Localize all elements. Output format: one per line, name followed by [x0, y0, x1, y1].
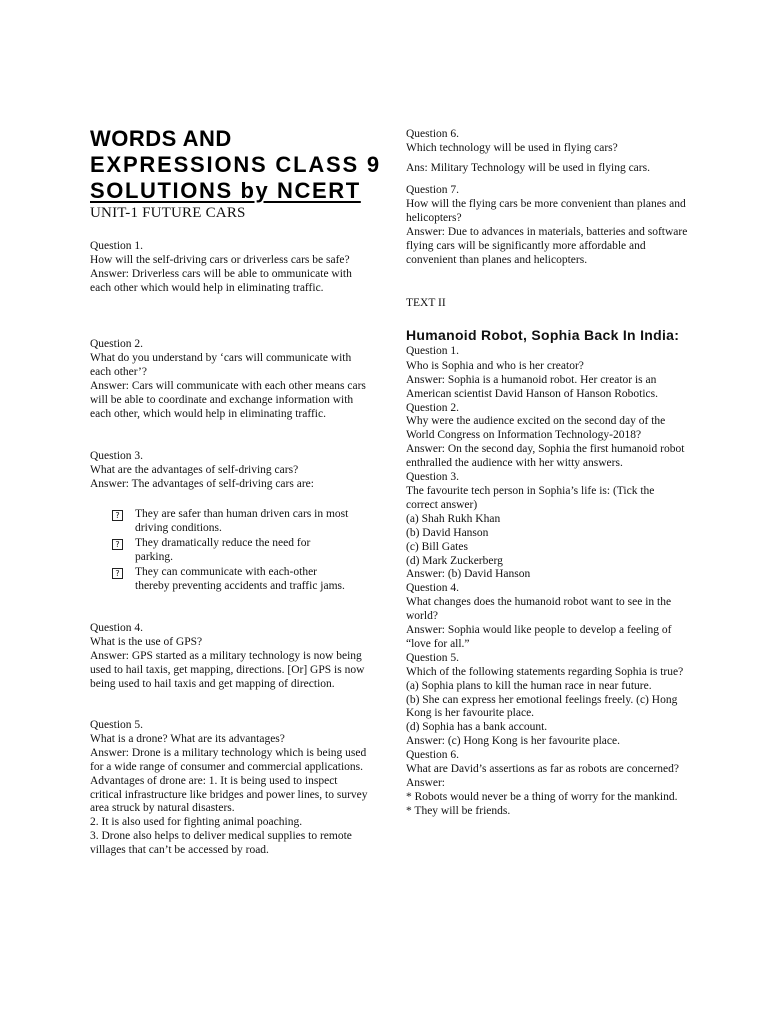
text-line: (a) Sophia plans to kill the human race in near future. [406, 679, 652, 692]
section-heading-line [406, 327, 688, 359]
text-line: Question 2. [406, 401, 460, 414]
question-label: Question 4. [90, 622, 144, 634]
question-5-block [90, 719, 372, 858]
text-line: Which of the following statements regarding Sophia is true? [406, 665, 684, 678]
text-line: Who is Sophia and who is her creator? [406, 359, 584, 372]
question-1-block [90, 240, 372, 296]
question-text: What are the advantages of self-driving cars? [90, 463, 299, 476]
text-line: (b) David Hanson [406, 526, 489, 539]
list-item-text: They dramatically reduce the need for parking. [135, 536, 311, 563]
question-3-block [90, 450, 372, 492]
question-text: How will the flying cars be more convenient than planes and helicopters? [406, 197, 686, 224]
unit-heading: UNIT-1 FUTURE CARS [90, 205, 246, 221]
title-line-3: SOLUTIONS by NCERT [90, 178, 361, 203]
text-line: Answer: (b) David Hanson [406, 568, 531, 581]
list-item-text: They are safer than human driven cars in most driving conditions. [135, 508, 349, 534]
text-line: Why were the audience excited on the second day of the World Congress on Information Technology-2018? [406, 415, 666, 442]
answer-text: Answer: Cars will communicate with each other means cars will be able to coordinate and exchange information with each other, which would help in eliminating traffic. [90, 379, 366, 420]
title-line-1: WORDS AND [90, 126, 232, 151]
text-line: * They will be friends. [406, 804, 511, 817]
answer-text: Answer: Due to advances in materials, batteries and software flying cars will be significantly more affordable and convenient than planes and helicopters. [406, 225, 688, 266]
question-text: How will the self-driving cars or driverless cars be safe? [90, 253, 350, 266]
text-line: (c) Bill Gates [406, 540, 468, 553]
answer-text: 3. Drone also helps to deliver medical supplies to remote villages that can’t be accessed by road. [90, 830, 352, 857]
title-line-2: EXPRESSIONS CLASS 9 [90, 152, 381, 177]
missing-glyph-icon: ? [112, 510, 123, 521]
question-label: Question 7. [406, 184, 460, 196]
text-line: (d) Mark Zuckerberg [406, 554, 503, 567]
answer-text: Ans: Military Technology will be used in flying cars. [406, 161, 650, 174]
text-line: Answer: (c) Hong Kong is her favourite place. [406, 735, 620, 748]
answer-text: 2. It is also used for fighting animal poaching. [90, 816, 303, 829]
text-line: Question 5. [406, 651, 460, 664]
question-label: Question 5. [90, 719, 144, 731]
section-heading: Humanoid Robot, Sophia Back In India: [406, 327, 680, 343]
question-label: Question 6. [406, 128, 460, 140]
question-text: What do you understand by ‘cars will communicate with each other’? [90, 351, 352, 378]
text-line: Answer: On the second day, Sophia the first humanoid robot enthralled the audience with her witty answers. [406, 443, 685, 470]
text-line: (a) Shah Rukh Khan [406, 512, 501, 525]
question-label: Question 2. [90, 338, 144, 350]
text-2-label: TEXT II [406, 297, 446, 309]
text-line: What changes does the humanoid robot want to see in the world? [406, 596, 672, 623]
list-item [110, 566, 350, 594]
question-label: Question 1. [406, 344, 460, 357]
answer-text: Answer: Driverless cars will be able to ommunicate with each other which would help in eliminating traffic. [90, 267, 352, 294]
answer-text: Answer: Drone is a military technology which is being used for a wide range of consumer and commercial applications. Advantages of drone are: 1. It is being used to inspect critical infrastructure like bridges and power lines, to survey area struck by natural disasters. [90, 746, 368, 815]
text-line: (b) She can express her emotional feelings freely. (c) Hong Kong is her favourite place. [406, 693, 678, 720]
missing-glyph-icon: ? [112, 568, 123, 579]
list-item-text: They can communicate with each-other thereby preventing accidents and traffic jams. [135, 565, 345, 592]
missing-glyph-icon: ? [112, 539, 123, 550]
question-2-block [90, 338, 372, 421]
text-2-section [406, 327, 688, 819]
text-2-lines [406, 360, 688, 819]
question-7-block [406, 184, 688, 267]
section-label [406, 297, 688, 311]
page-title [90, 126, 390, 204]
text-line: What are David’s assertions as far as robots are concerned? [406, 763, 680, 776]
question-text: Which technology will be used in flying cars? [406, 141, 618, 154]
list-item [110, 508, 350, 536]
text-line: Question 4. [406, 582, 460, 595]
text-line: Question 3. [406, 471, 460, 484]
text-line: The favourite tech person in Sophia’s life is: (Tick the correct answer) [406, 484, 655, 511]
text-line: Answer: [406, 777, 445, 789]
answer-text: Answer: The advantages of self-driving cars are: [90, 477, 314, 490]
question-4-block [90, 622, 372, 692]
question-label: Question 3. [90, 450, 144, 462]
text-line: Answer: Sophia is a humanoid robot. Her creator is an American scientist David Hanson of Hanson Robotics. [406, 373, 658, 400]
answer-text: Answer: GPS started as a military technology is now being used to hail taxis, get mapping, directions. [Or] GPS is now being used to hail taxis and get mapping of direction. [90, 649, 365, 690]
question-text: What is the use of GPS? [90, 635, 203, 648]
question-text: What is a drone? What are its advantages? [90, 732, 285, 745]
text-line: (d) Sophia has a bank account. [406, 721, 548, 734]
text-line: Question 6. [406, 749, 460, 762]
text-line: * Robots would never be a thing of worry for the mankind. [406, 790, 678, 803]
question-label: Question 1. [90, 240, 144, 252]
question-6-block [406, 128, 688, 176]
list-item [110, 537, 350, 565]
advantages-list [110, 508, 350, 594]
text-line: Answer: Sophia would like people to develop a feeling of “love for all.” [406, 624, 672, 650]
